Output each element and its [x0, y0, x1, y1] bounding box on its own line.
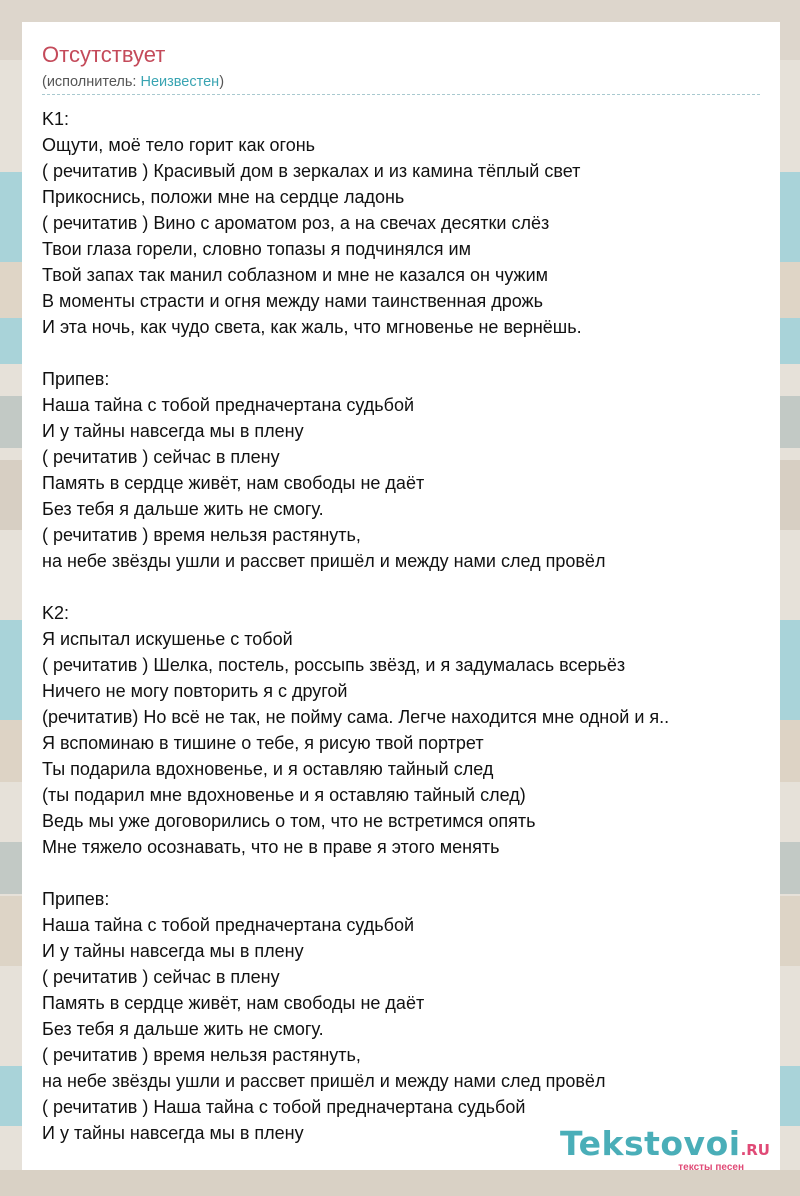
lyrics-line: И эта ночь, как чудо света, как жаль, что мгновенье не вернёшь.: [42, 317, 582, 337]
lyrics-line: Я вспоминаю в тишине о тебе, я рисую твой портрет: [42, 733, 484, 753]
lyrics-line: Память в сердце живёт, нам свободы не даёт: [42, 473, 425, 493]
lyrics-blank-line: [42, 340, 772, 366]
lyrics-line: K2:: [42, 603, 70, 623]
artist-line: [42, 74, 224, 90]
artist-prefix: (исполнитель:: [42, 74, 141, 90]
lyrics-line: Ведь мы уже договорились о том, что не встретимся опять: [42, 811, 536, 831]
site-logo[interactable]: [550, 1124, 770, 1172]
lyrics-line: Наша тайна с тобой предначертана судьбой: [42, 915, 415, 935]
lyrics-line: Прикоснись, положи мне на сердце ладонь: [42, 187, 405, 207]
title-divider: [42, 94, 760, 95]
lyrics-line: ( речитатив ) Наша тайна с тобой предначертана судьбой: [42, 1097, 526, 1117]
lyrics-line: В моменты страсти и огня между нами таинственная дрожь: [42, 291, 543, 311]
artist-link[interactable]: Неизвестен: [140, 74, 220, 90]
lyrics-line: ( речитатив ) время нельзя растянуть,: [42, 1045, 361, 1065]
lyrics-line: И у тайны навсегда мы в плену: [42, 941, 304, 961]
lyrics-line: Ощути, моё тело горит как огонь: [42, 135, 316, 155]
lyrics-line: Ничего не могу повторить я с другой: [42, 681, 348, 701]
artist-suffix: ): [219, 74, 225, 90]
song-title: Отсутствует: [42, 42, 166, 67]
lyrics-line: И у тайны навсегда мы в плену: [42, 1123, 304, 1143]
lyrics-line: K1:: [42, 109, 70, 129]
lyrics-line: ( речитатив ) сейчас в плену: [42, 967, 280, 987]
lyrics-line: Я испытал искушенье с тобой: [42, 629, 293, 649]
lyrics-line: Твои глаза горели, словно топазы я подчинялся им: [42, 239, 471, 259]
lyrics-text: [42, 106, 772, 1146]
lyrics-blank-line: [42, 574, 772, 600]
lyrics-line: Память в сердце живёт, нам свободы не даёт: [42, 993, 425, 1013]
lyrics-line: Ты подарила вдохновенье, и я оставляю тайный след: [42, 759, 494, 779]
lyrics-line: Твой запах так манил соблазном и мне не казался он чужим: [42, 265, 549, 285]
lyrics-blank-line: [42, 860, 772, 886]
lyrics-line: ( речитатив ) сейчас в плену: [42, 447, 280, 467]
lyrics-line: Мне тяжело осознавать, что не в праве я этого менять: [42, 837, 500, 857]
logo-tagline: тексты песен: [678, 1162, 744, 1173]
lyrics-line: И у тайны навсегда мы в плену: [42, 421, 304, 441]
lyrics-line: Припев:: [42, 369, 110, 389]
lyrics-line: ( речитатив ) время нельзя растянуть,: [42, 525, 361, 545]
lyrics-line: на небе звёзды ушли и рассвет пришёл и между нами след провёл: [42, 551, 606, 571]
lyrics-line: Припев:: [42, 889, 110, 909]
lyrics-line: (ты подарил мне вдохновенье и я оставляю тайный след): [42, 785, 526, 805]
lyrics-line: ( речитатив ) Вино с ароматом роз, а на свечах десятки слёз: [42, 213, 550, 233]
lyrics-line: ( речитатив ) Красивый дом в зеркалах и из камина тёплый свет: [42, 161, 581, 181]
lyrics-line: (речитатив) Но всё не так, не пойму сама. Легче находится мне одной и я..: [42, 707, 670, 727]
lyrics-line: Без тебя я дальше жить не смогу.: [42, 499, 324, 519]
lyrics-line: Без тебя я дальше жить не смогу.: [42, 1019, 324, 1039]
logo-name: Tekstovoi: [560, 1124, 741, 1163]
lyrics-line: ( речитатив ) Шелка, постель, россыпь звёзд, и я задумалась всерьёз: [42, 655, 626, 675]
lyrics-line: Наша тайна с тобой предначертана судьбой: [42, 395, 415, 415]
lyrics-card: [22, 22, 780, 1170]
logo-tld: .RU: [740, 1141, 770, 1159]
background-stripe: [0, 1170, 800, 1196]
logo-wordmark: [560, 1124, 770, 1163]
lyrics-line: на небе звёзды ушли и рассвет пришёл и между нами след провёл: [42, 1071, 606, 1091]
